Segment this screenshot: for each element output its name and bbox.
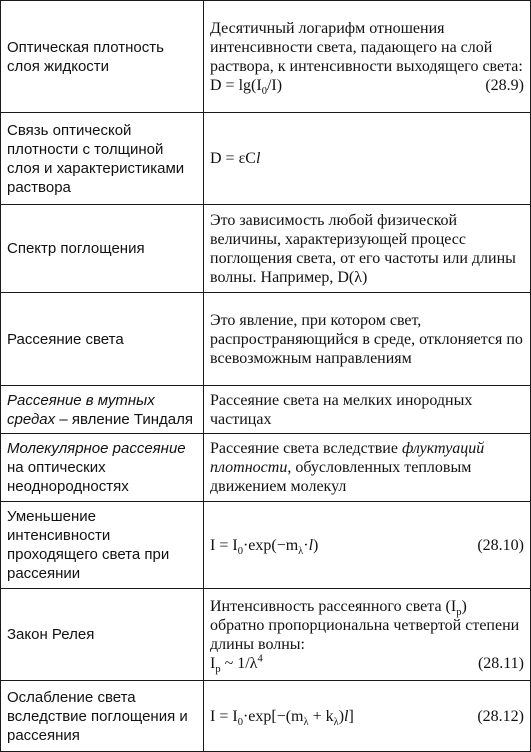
- formula-line: [210, 76, 524, 95]
- formula: $I_р$ ~ $1/\lambda^4$: [210, 653, 263, 675]
- definition-text: Рассеяние света на мелких инородных частицах: [210, 391, 473, 428]
- term-cell: [1, 205, 204, 293]
- table-row: [1, 681, 531, 752]
- term-text: Закон Релея: [7, 626, 95, 643]
- definition-text: Интенсивность рассеянного света $(I_р)$ обратно пропорциональна четвертой степени длины волны:: [210, 597, 520, 653]
- formula: $D = \lg(I_0/I)$: [210, 76, 283, 97]
- term-text: Уменьшение интенсивности проходящего света при рассеянии: [7, 508, 170, 582]
- formula-line: [210, 536, 524, 555]
- table-row: [1, 113, 531, 205]
- table-row: [1, 434, 531, 502]
- definition-cell: [204, 205, 531, 293]
- term-text: Оптическая плотность слоя жидкости: [7, 38, 164, 75]
- table-row: [1, 589, 531, 681]
- definition-text: Это зависимость любой физической величины, характеризующей процесс поглощения света, от его частоты или длины волны. Например, D(λ): [210, 211, 516, 286]
- definition-cell: [204, 1, 531, 113]
- term-cell: [1, 681, 204, 752]
- term-text: – явление Тиндаля: [55, 410, 193, 428]
- equation-number: (28.9): [485, 76, 524, 94]
- formula: $I = I_0\cdot\exp[-(m_\lambda + k_\lambda)l]$: [210, 707, 354, 728]
- table-row: [1, 386, 531, 434]
- definition-cell: [204, 502, 531, 589]
- term-text: Спектр поглощения: [7, 240, 145, 257]
- term-italic: Молекулярное рассеяние: [7, 440, 186, 457]
- definition-cell: [204, 113, 531, 205]
- term-cell: [1, 113, 204, 205]
- table-row: [1, 205, 531, 293]
- definition-cell: [204, 386, 531, 434]
- formula-line: [210, 654, 524, 673]
- term-italic: Рассеяние в мутных средах: [7, 391, 155, 428]
- table-row: [1, 1, 531, 113]
- equation-number: (28.10): [477, 536, 524, 554]
- term-cell: [1, 434, 204, 502]
- term-cell: [1, 386, 204, 434]
- term-text: на оптических неоднородностях: [7, 459, 129, 495]
- equation-number: (28.12): [477, 707, 524, 725]
- definition-cell: Рассеяние света вследствие флуктуаций плотности, обусловленных тепловым движением молекул: [204, 434, 531, 502]
- table-row: [1, 502, 531, 589]
- formula: D = εCl: [210, 150, 261, 167]
- formula: $I = I_0\cdot\exp(-m_\lambda\cdot l)$: [210, 536, 319, 557]
- term-cell: [1, 293, 204, 386]
- definition-cell: [204, 681, 531, 752]
- formula-line: [210, 707, 524, 726]
- definition-text: Десятичный логарифм отношения интенсивности света, падающего на слой раствора, к интенсивности выходящего света:: [210, 19, 523, 75]
- term-text: Ослабление света вследствие поглощения и рассеяния: [7, 688, 188, 744]
- definition-cell: [204, 293, 531, 386]
- term-text: Связь оптической плотности с толщиной слоя и характеристиками раствора: [7, 121, 185, 196]
- term-cell: [1, 502, 204, 589]
- term-text: Рассеяние света: [7, 330, 124, 348]
- equation-number: (28.11): [477, 654, 524, 672]
- definition-text: Это явление, при котором свет, распространяющийся в среде, отклоняется по всевозможным направлениям: [210, 311, 523, 367]
- definition-cell: [204, 589, 531, 681]
- term-cell: [1, 589, 204, 681]
- table-row: [1, 293, 531, 386]
- term-cell: [1, 1, 204, 113]
